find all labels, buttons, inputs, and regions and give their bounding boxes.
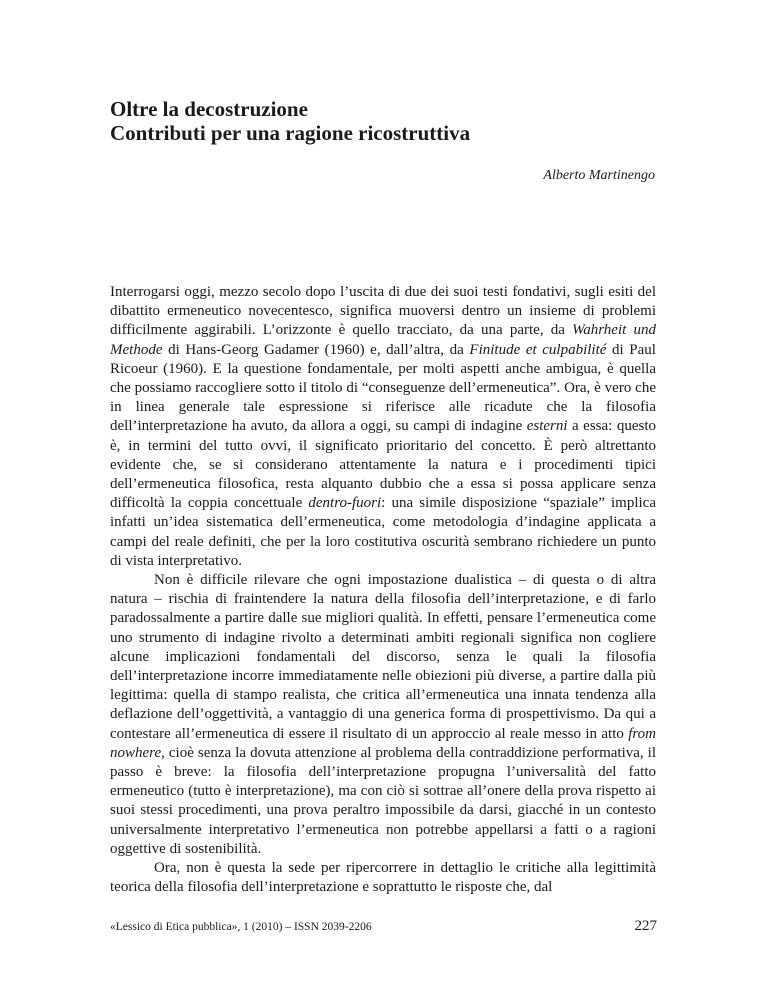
title-line-1: Oltre la decostruzione [110,97,308,121]
italic-term: Finitude et culpabilité [469,341,607,358]
body-paragraph [110,571,656,859]
body-paragraph [110,283,656,571]
text-run: di Paul Ricoeur (1960). E la questione fondamentale, per molti aspetti anche ambigua, è quella che possiamo raccogliere sotto il titolo di “conseguenze dell’ermeneutica”. Ora, è vero che in linea generale tale espressione si riferisce alle ricadute che la filosofia dell’interpretazione ha avuto, da allora a oggi, su campi di indagine [110,341,656,435]
journal-citation: «Lessico di Etica pubblica», 1 (2010) – ISSN 2039-2206 [110,921,372,933]
body-paragraph [110,859,656,897]
article-title [110,97,670,145]
text-run: a essa: questo è, in termini del tutto ovvi, il significato prioritario del concetto. È però altrettanto evidente che, se si considerano attentamente la natura e i procedimenti tipici dell’ermeneutica filosofica, resta alquanto dubbio che a essa si possa applicare senza difficoltà la coppia concettuale [110,418,656,512]
text-run: Non è difficile rilevare che ogni impostazione dualistica – di questa o di altra natura – rischia di fraintendere la natura della filosofia dell’interpretazione, e di farlo paradossalmente a partire dalle sue migliori qualità. In effetti, pensare l’ermeneutica come uno strumento di indagine rivolto a determinati ambiti regionali significa non cogliere alcune implicazioni fondamentali del discorso, senza le quali la filosofia dell’interpretazione incorre immediatamente nelle obiezioni più diverse, a partire dalla più legittima: quella di stampo realista, che critica all’ermeneutica una innata tendenza alla deflazione dell’oggettività, a vantaggio di una generica forma di prospettivismo. Da qui a contestare all’ermeneutica di essere il risultato di un approccio al reale messo in atto [110,572,656,742]
article-body [110,283,656,898]
text-run: Ora, non è questa la sede per ripercorrere in dettaglio le critiche alla legittimità teorica della filosofia dell’interpretazione e soprattutto le risposte che, dal [110,860,656,896]
italic-term: esterni [526,418,568,435]
title-line-2: Contributi per una ragione ricostruttiva [110,121,471,145]
italic-term: dentro-fuori [308,495,382,512]
italic-term: from nowhere [110,725,656,761]
text-run: di Hans-Georg Gadamer (1960) e, dall’altra, da [162,341,470,358]
author-name: Alberto Martinengo [543,168,655,183]
italic-term: Wahrheit und Methode [110,322,656,358]
text-run: , cioè senza la dovuta attenzione al problema della contraddizione performativa, il passo è breve: la filosofia dell’interpretazione propugna l’universalità del fatto ermeneutico (tutto è interpretazione), ma con ciò si sottrae all’onere della prova rispetto ai suoi stessi procedimenti, una prova peraltro impossibile da darsi, giacché in un contesto universalmente interpretativo l’ermeneutica non potrebbe appellarsi a fatti o a ragioni oggettive di sostenibilità. [110,744,656,857]
page-number: 227 [634,918,657,934]
text-run: : una simile disposizione “spaziale” implica infatti un’idea sistematica dell’ermeneutica, come metodologia d’indagine applicata a campi del reale definiti, che per la loro costitutiva oscurità sembrano richiedere un punto di vista interpretativo. [110,495,656,569]
text-run: Interrogarsi oggi, mezzo secolo dopo l’uscita di due dei suoi testi fondativi, sugli esiti del dibattito ermeneutico novecentesco, significa muoversi dentro un insieme di problemi difficilmente aggirabili. L’orizzonte è quello tracciato, da una parte, da [110,284,656,339]
